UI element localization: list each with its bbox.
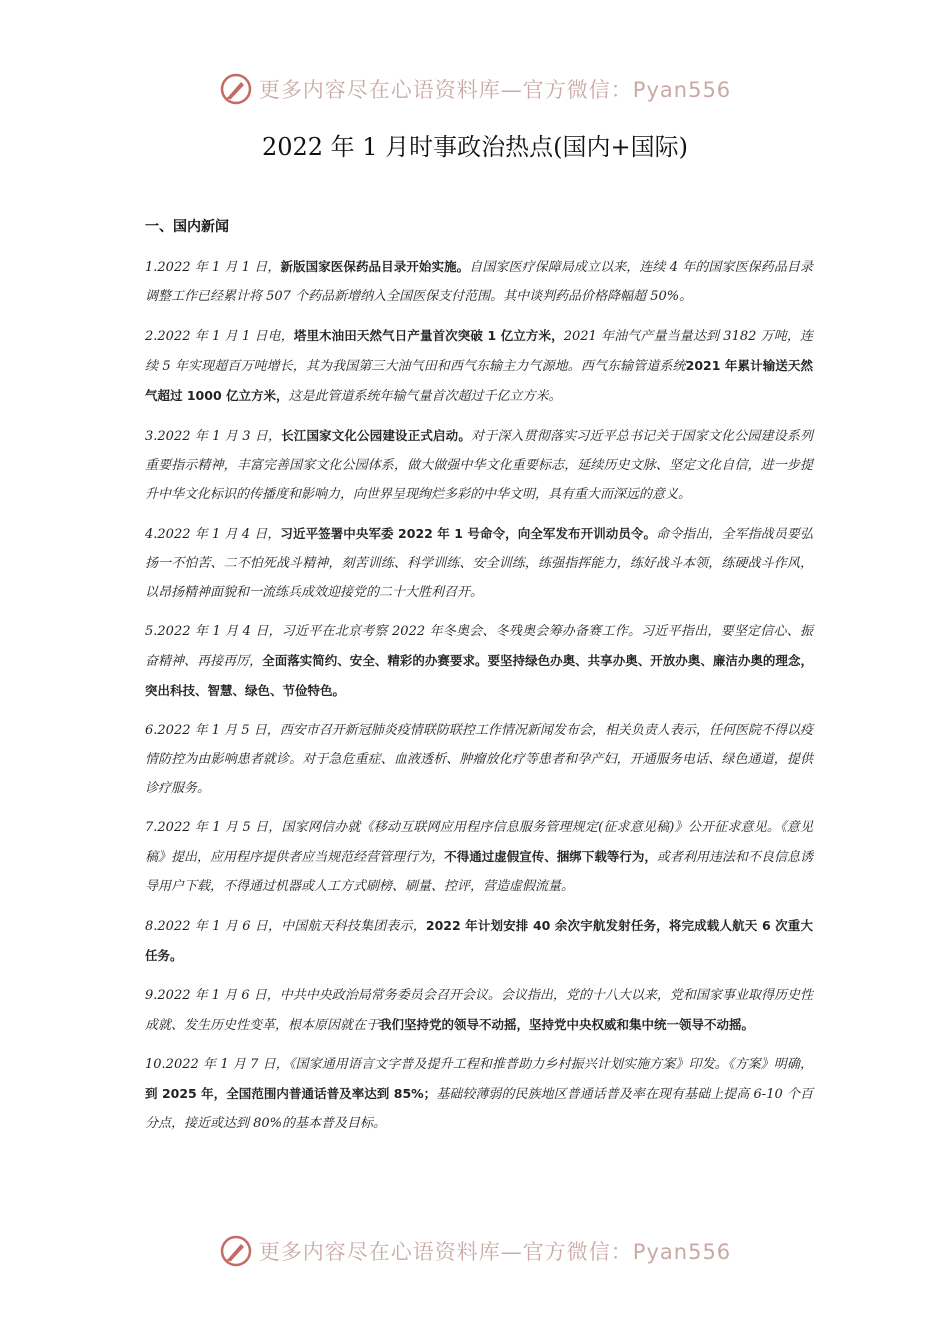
item-text: 习近平在北京考察 2022 年冬奥会、冬残奥会筹办备赛工作。习近平指出，要坚定信心、振奋精神、再接再厉，: [145, 624, 813, 669]
news-item-9: [145, 981, 813, 1040]
item-date: 8.2022 年 1 月 6 日，: [145, 919, 282, 934]
brush-pen-logo-icon: [219, 1234, 253, 1268]
item-text: 中国航天科技集团表示，: [281, 919, 426, 934]
item-date: 6.2022 年 1 月 5 日，: [145, 723, 280, 738]
item-headline: 塔里木油田天然气日产量首次突破 1 亿立方米，: [293, 328, 564, 343]
item-text: 对于深入贯彻落实习近平总书记关于国家文化公园建设系列重要指示精神，丰富完善国家文化公园体系，做大做强中华文化重要标志，延续历史文脉、坚定文化自信，进一步提升中华文化标识的传播度和影响力，向世界呈现绚烂多彩的中华文明，具有重大而深远的意义。: [145, 429, 813, 502]
item-highlight: 到 2025 年，全国范围内普通话普及率达到 85%；: [145, 1086, 437, 1101]
section-heading: 一、国内新闻: [145, 219, 229, 235]
news-item-7: [145, 813, 813, 901]
item-text: 西安市召开新冠肺炎疫情联防联控工作情况新闻发布会，相关负责人表示，任何医院不得以疫情防控为由影响患者就诊。对于急危重症、血液透析、肿瘤放化疗等患者和孕产妇，开通服务电话、绿色通道，提供诊疗服务。: [145, 723, 813, 796]
item-text-end: 或者利用违法和不良信息诱导用户下载，不得通过机器或人工方式刷榜、刷量、控评，营造虚假流量。: [145, 850, 813, 894]
news-list: [145, 252, 813, 1148]
item-highlight: 2022 年计划安排 40 余次宇航发射任务，将完成载人航天 6 次重大任务。: [145, 918, 813, 963]
item-text: 中共中央政治局常务委员会召开会议。会议指出，党的十八大以来，党和国家事业取得历史性成就、发生历史性变革，根本原因就在于: [145, 988, 813, 1033]
footer-banner: [0, 1234, 950, 1268]
item-text-end: 这是此管道系统年输气量首次超过千亿立方米。: [288, 389, 562, 404]
item-highlight: 我们坚持党的领导不动摇，坚持党中央权威和集中统一领导不动摇。: [379, 1017, 755, 1032]
item-date: 9.2022 年 1 月 6 日，: [145, 988, 280, 1003]
item-text-end: 基础较薄弱的民族地区普通话普及率在现有基础上提高 6-10 个百分点，接近或达到 80%的基本普及目标。: [145, 1087, 813, 1131]
item-highlight: 不得通过虚假宣传、捆绑下载等行为，: [444, 849, 657, 864]
brush-pen-logo-icon: [219, 72, 253, 106]
news-item-8: [145, 911, 813, 971]
news-item-2: [145, 321, 813, 411]
item-date: 2.2022 年 1 月 1 日电，: [145, 329, 294, 344]
item-date: 5.2022 年 1 月 4 日，: [145, 624, 282, 639]
item-headline: 长江国家文化公园建设正式启动。: [281, 428, 472, 443]
page-title: 2022 年 1 月时事政治热点(国内+国际): [261, 133, 689, 161]
news-item-3: [145, 421, 813, 509]
item-headline: 习近平签署中央军委 2022 年 1 号命令，向全军发布开训动员令。: [280, 526, 657, 541]
item-headline: 新版国家医保药品目录开始实施。: [280, 259, 470, 274]
banner-text: 更多内容尽在心语资料库—官方微信：Pyan556: [258, 1240, 732, 1264]
news-item-10: [145, 1050, 813, 1138]
item-date: 3.2022 年 1 月 3 日，: [145, 429, 282, 444]
news-item-4: [145, 519, 813, 607]
banner-text: 更多内容尽在心语资料库—官方微信：Pyan556: [258, 78, 732, 102]
item-text: 《国家通用语言文字普及提升工程和推普助力乡村振兴计划实施方案》印发。《方案》明确，: [288, 1057, 813, 1072]
news-item-1: [145, 252, 813, 311]
item-highlight: 2021 年累计输送天然气超过 1000 亿立方米，: [145, 358, 813, 403]
header-banner: [0, 72, 950, 106]
item-text: 命令指出，全军指战员要弘扬一不怕苦、二不怕死战斗精神，刻苦训练、科学训练、安全训练，练强指挥能力，练好战斗本领，练硬战斗作风，以昂扬精神面貌和一流练兵成效迎接党的二十大胜利召开。: [145, 527, 813, 600]
item-text: 自国家医疗保障局成立以来，连续 4 年的国家医保药品目录调整工作已经累计将 507 个药品新增纳入全国医保支付范围。其中谈判药品价格降幅超 50%。: [145, 260, 813, 304]
news-item-5: [145, 617, 813, 706]
item-highlight: 全面落实简约、安全、精彩的办赛要求。要坚持绿色办奥、共享办奥、开放办奥、廉洁办奥的理念，突出科技、智慧、绿色、节俭特色。: [145, 653, 813, 698]
item-text: 国家网信办就《移动互联网应用程序信息服务管理规定(征求意见稿)》公开征求意见。《意见稿》提出，应用程序提供者应当规范经营管理行为，: [145, 820, 813, 865]
item-date: 4.2022 年 1 月 4 日，: [145, 527, 281, 542]
news-item-6: [145, 716, 813, 803]
item-text: 2021 年油气产量当量达到 3182 万吨，连续 5 年实现超百万吨增长，其为我国第三大油气田和西气东输主力气源地。西气东输管道系统: [145, 329, 813, 374]
item-date: 7.2022 年 1 月 5 日，: [145, 820, 282, 835]
item-date: 1.2022 年 1 月 1 日，: [145, 260, 281, 275]
item-date: 10.2022 年 1 月 7 日，: [145, 1057, 289, 1072]
